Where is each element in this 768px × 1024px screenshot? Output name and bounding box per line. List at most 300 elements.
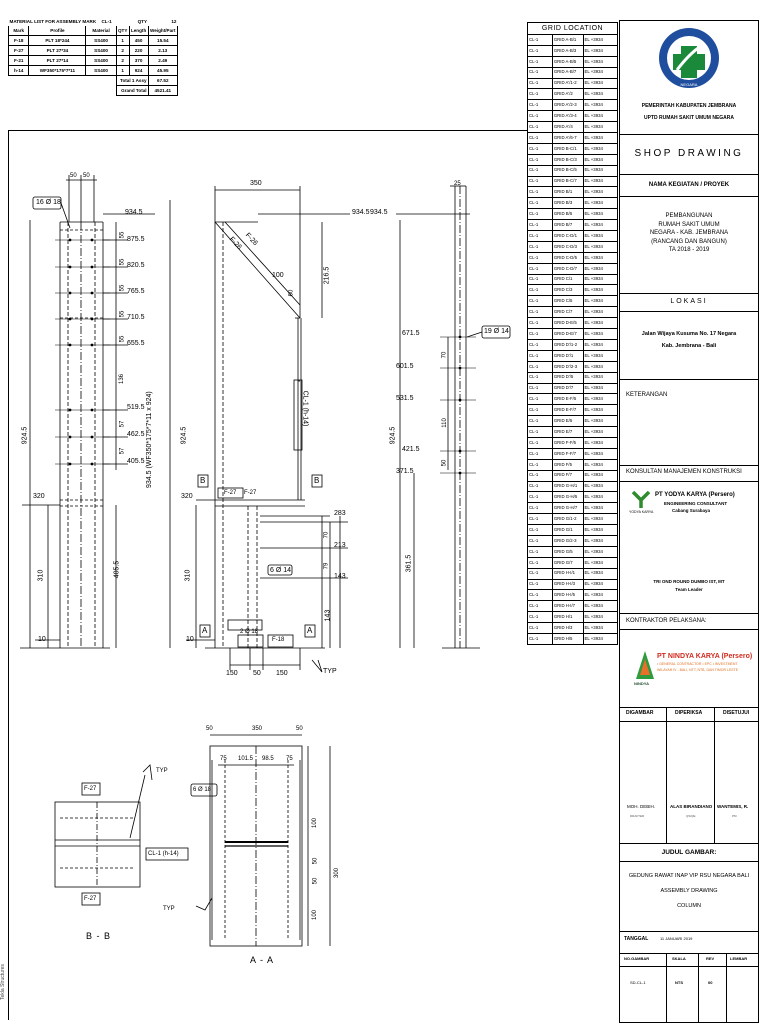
grid-location-cell: GRID A-B/3 [552, 45, 583, 56]
grid-location-row [528, 525, 618, 536]
label-f27-a: F-27 [224, 490, 237, 496]
grid-location-cell: EL +3934 [583, 568, 618, 579]
grid-location-row [528, 318, 618, 329]
grid-location-cell: CL-1 [528, 296, 553, 307]
section-mark-a-right: A [307, 626, 313, 635]
grid-location-cell: EL +3934 [583, 198, 618, 209]
grid-location-cell: EL +3934 [583, 329, 618, 340]
grid-location-cell: CL-1 [528, 198, 553, 209]
grid-location-cell: EL +3934 [583, 525, 618, 536]
grid-location-cell: CL-1 [528, 122, 553, 133]
grid-location-cell: EL +3934 [583, 427, 618, 438]
grid-location-cell: EL +3934 [583, 231, 618, 242]
section-mark-b-left: B [200, 476, 206, 485]
consultant-name: PT YODYA KARYA (Persero) [655, 492, 735, 498]
grid-location-cell: EL +3934 [583, 481, 618, 492]
dim-r70: 70 [441, 351, 448, 359]
dim-710: 710.5 [127, 314, 145, 321]
grid-location-row [528, 350, 618, 361]
dim-820: 820.5 [127, 262, 145, 269]
grid-location-row [528, 198, 618, 209]
grid-location-cell: CL-1 [528, 612, 553, 623]
dim-a100b: 100 [312, 909, 319, 921]
material-list-cell: F-27 [9, 46, 29, 56]
grid-location-cell: CL-1 [528, 154, 553, 165]
dim-4215: 421.5 [402, 446, 420, 453]
grid-location-cell: CL-1 [528, 339, 553, 350]
section-mark-a-left: A [202, 626, 208, 635]
grid-location-cell: CL-1 [528, 535, 553, 546]
location-lines [620, 328, 758, 352]
footer-header-sheet: LEMBAR [730, 956, 748, 961]
grid-location-cell: GRID D-E/7 [552, 329, 583, 340]
grid-location-cell: GRID H/1 [552, 612, 583, 623]
material-list-cell: SS400 [86, 56, 116, 66]
grid-location-row [528, 492, 618, 503]
dim-6015: 601.5 [396, 363, 414, 370]
sign-header-drawn: DIGAMBAR [626, 710, 654, 716]
dim-5315: 531.5 [396, 395, 414, 402]
grid-location-cell: CL-1 [528, 590, 553, 601]
grid-location-cell: CL-1 [528, 546, 553, 557]
contractor-name: PT NINDYA KARYA (Persero) [657, 653, 753, 660]
grid-location-cell: GRID B-C/5 [552, 165, 583, 176]
label-f27-bb-bottom: F-27 [84, 896, 97, 902]
material-list-total-value: 67.52 [148, 76, 177, 86]
grid-location-cell: CL-1 [528, 187, 553, 198]
grid-location-cell: GRID C/5 [552, 296, 583, 307]
grid-location-cell: GRID D'/1 [552, 350, 583, 361]
grid-location-cell: CL-1 [528, 165, 553, 176]
grid-location-cell: GRID D'/7 [552, 383, 583, 394]
grid-location-cell: GRID D-E/5 [552, 318, 583, 329]
grid-location-row [528, 437, 618, 448]
material-list-cell: 924 [129, 66, 148, 76]
grid-location-cell: EL +3934 [583, 623, 618, 634]
grid-location-row [528, 590, 618, 601]
grid-location-cell: CL-1 [528, 481, 553, 492]
sign-name-approved: WANTEMIS, R. [717, 804, 749, 809]
material-list-cell: 1 [116, 66, 129, 76]
grid-location-cell: CL-1 [528, 416, 553, 427]
grid-location-cell: GRID H/5 [552, 633, 583, 644]
footer-scale: NTS [675, 980, 683, 985]
dim-a300: 300 [334, 867, 341, 879]
grid-location-cell: EL +3934 [583, 296, 618, 307]
dim-283: 283 [334, 510, 346, 517]
grid-location-cell: CL-1 [528, 274, 553, 285]
footer-drawing-no: SD-CL-1 [630, 980, 646, 985]
grid-location-row [528, 601, 618, 612]
grid-location-row [528, 481, 618, 492]
grid-location-row [528, 209, 618, 220]
grid-location-cell: CL-1 [528, 89, 553, 100]
grid-location-cell: GRID C/7 [552, 307, 583, 318]
material-list-cell: SS400 [86, 46, 116, 56]
grid-location-cell: GRID B-C/1 [552, 143, 583, 154]
hospital-logo-icon [657, 26, 721, 90]
grid-location-row [528, 633, 618, 644]
label-cl1-bb: CL-1 (h-14) [148, 851, 179, 857]
grid-location-cell: EL +3934 [583, 274, 618, 285]
grid-location-cell: GRID F/7 [552, 470, 583, 481]
grid-location-row [528, 176, 618, 187]
grid-location-row [528, 296, 618, 307]
grid-location-cell: EL +3934 [583, 67, 618, 78]
grid-location-cell: GRID B/7 [552, 220, 583, 231]
logo-caption: NEGARA [680, 82, 698, 87]
grid-location-row [528, 231, 618, 242]
sign-role-checked: QS/QE [686, 814, 696, 818]
contractor-sub2: WILAYAH IV - BALI, NTT, NTB, DAN TIMOR LESTE [657, 668, 739, 672]
text-line: COLUMN [677, 903, 701, 909]
grid-location-cell: EL +3934 [583, 154, 618, 165]
material-list-cell: PLT 27*34 [29, 46, 86, 56]
material-list-cell: SS400 [86, 66, 116, 76]
text-line: PEMBANGUNAN [665, 213, 713, 219]
grid-location-cell: CL-1 [528, 394, 553, 405]
dim-2165: 216.5 [323, 266, 331, 285]
grid-location-cell: CL-1 [528, 318, 553, 329]
sign-header-approved: DISETUJUI [723, 710, 750, 716]
material-list-cell: F-21 [9, 56, 29, 66]
grid-location-cell: GRID E-F/7 [552, 405, 583, 416]
grid-location-cell: GRID C-D/3 [552, 241, 583, 252]
grid-location-cell: CL-1 [528, 35, 553, 46]
grid-location-row [528, 339, 618, 350]
grid-location-cell: GRID A'/6-7 [552, 133, 583, 144]
material-list-cell: 2.49 [148, 56, 177, 66]
grid-location-row [528, 427, 618, 438]
grid-location-row [528, 45, 618, 56]
material-list-cell: SS400 [86, 36, 116, 46]
grid-location-cell: CL-1 [528, 459, 553, 470]
section-mark-b-right: B [314, 476, 320, 485]
date-label: TANGGAL [624, 936, 649, 942]
grid-location-cell: CL-1 [528, 557, 553, 568]
grid-location-cell: GRID G/1 [552, 525, 583, 536]
grid-location-cell: CL-1 [528, 263, 553, 274]
label-f27-bb-top: F-27 [84, 786, 97, 792]
grid-location-cell: CL-1 [528, 252, 553, 263]
material-list-cell: 1 [116, 36, 129, 46]
dim-s55c: 55 [119, 284, 126, 292]
grid-location-cell: EL +3934 [583, 546, 618, 557]
grid-location-row [528, 274, 618, 285]
grid-location-cell: CL-1 [528, 492, 553, 503]
material-list-cell: 220 [129, 46, 148, 56]
material-list-header-cell: Material [86, 26, 116, 36]
grid-location-cell: CL-1 [528, 307, 553, 318]
sign-name-checked: ALAS BIRANDIANO [670, 804, 713, 809]
material-list-header-cell: Profile [29, 26, 86, 36]
grid-location-cell: EL +3934 [583, 209, 618, 220]
dim-875: 875.5 [127, 236, 145, 243]
grid-location-row [528, 416, 618, 427]
grid-location-body [528, 35, 618, 645]
grid-location-row [528, 383, 618, 394]
grid-location-cell: GRID A'/2-3 [552, 100, 583, 111]
material-list-header-cell: Mark [9, 26, 29, 36]
label-diagonal-profile: CL-1 (h-14) [301, 390, 309, 427]
grid-location-cell: EL +3934 [583, 35, 618, 46]
grid-location-cell: EL +3934 [583, 383, 618, 394]
dim-s55d: 55 [119, 310, 126, 318]
dim-el-9345-mid: 934.5 [352, 209, 370, 216]
material-list-cell: 2 [116, 56, 129, 66]
grid-location-cell: EL +3934 [583, 78, 618, 89]
grid-location-cell: CL-1 [528, 623, 553, 634]
dim-310-mid: 310 [184, 569, 192, 582]
grid-location-cell: EL +3934 [583, 100, 618, 111]
dim-10-mid: 10 [186, 636, 194, 643]
dim-150b: 150 [276, 670, 288, 677]
grid-location-cell: CL-1 [528, 437, 553, 448]
text-line: GEDUNG RAWAT INAP VIP RSU NEGARA BALI [628, 873, 750, 879]
material-list-qty-label: QTY [137, 19, 148, 24]
label-f26: F-26 [227, 235, 243, 252]
grid-location-cell: CL-1 [528, 133, 553, 144]
grid-location-cell: GRID B-C/3 [552, 154, 583, 165]
plate-bolts-label: 16 Ø 18 [36, 199, 61, 206]
grid-location-cell: GRID C-D/5 [552, 252, 583, 263]
grid-location-cell: CL-1 [528, 470, 553, 481]
dim-top50b: 50 [83, 173, 90, 179]
dim-r110: 110 [441, 418, 448, 428]
grid-location-cell: EL +3934 [583, 45, 618, 56]
label-f27-b: F-27 [244, 490, 257, 496]
owner-line2: UPTD RUMAH SAKIT UMUM NEGARA [644, 115, 734, 121]
dim-143: 143 [334, 573, 346, 580]
grid-location-cell: EL +3934 [583, 252, 618, 263]
dim-9245-mid: 924.5 [180, 426, 188, 445]
grid-location-row [528, 535, 618, 546]
grid-location-cell: EL +3934 [583, 372, 618, 383]
dim-143-vertical: 143 [324, 609, 332, 622]
grid-location-cell: GRID G/1-2 [552, 514, 583, 525]
label-bolts-6-18: 6 Ø 18 [193, 787, 212, 793]
grid-location-cell: EL +3934 [583, 111, 618, 122]
section-title-aa: A - A [250, 955, 275, 965]
contractor-sub1: • GENERAL CONTRACTOR • EPC • INVESTMENT [657, 662, 738, 666]
dim-a75b: 75 [286, 756, 293, 762]
grid-location-row [528, 263, 618, 274]
grid-location-cell: EL +3934 [583, 307, 618, 318]
material-list-cell: WF350*175*7*11 [29, 66, 86, 76]
grid-location-cell: GRID A-B/5 [552, 56, 583, 67]
grid-location-row [528, 35, 618, 46]
grid-location-row [528, 111, 618, 122]
footer-header-drawing-no: NO.GAMBAR [624, 956, 650, 961]
material-list-grand-total-value: 4521.41 [148, 86, 177, 96]
dim-top50a: 50 [70, 173, 77, 179]
grid-location-cell: EL +3934 [583, 133, 618, 144]
material-list-cell: PLT 27*14 [29, 56, 86, 66]
grid-location-row [528, 503, 618, 514]
dim-150a: 150 [226, 670, 238, 677]
material-list-cell: 15.54 [148, 36, 177, 46]
dim-r50: 50 [441, 459, 448, 467]
material-list-title: MATERIAL LIST FOR ASSEMBLY MARK [9, 19, 97, 24]
grid-location-cell: EL +3934 [583, 579, 618, 590]
grid-location-row [528, 143, 618, 154]
dim-a50: 50 [206, 726, 213, 732]
grid-location-row [528, 220, 618, 231]
grid-location-cell: CL-1 [528, 405, 553, 416]
grid-location-cell: CL-1 [528, 383, 553, 394]
dim-350: 350 [250, 180, 262, 187]
material-list-cell: 2 [116, 46, 129, 56]
material-list-cell: 2.13 [148, 46, 177, 56]
grid-location-cell: EL +3934 [583, 503, 618, 514]
grid-location-cell: EL +3934 [583, 285, 618, 296]
grid-location-cell: EL +3934 [583, 633, 618, 644]
activity-label: NAMA KEGIATAN / PROYEK [648, 182, 730, 188]
label-bolts-6-14: 6 Ø 14 [270, 567, 292, 574]
drawing-title-lines [620, 869, 758, 914]
grid-location-row [528, 546, 618, 557]
dim-79: 79 [323, 562, 330, 570]
grid-location-row [528, 372, 618, 383]
grid-location-cell: GRID A'/1-2 [552, 78, 583, 89]
grid-location-cell: EL +3934 [583, 350, 618, 361]
material-list-cell: 450 [129, 36, 148, 46]
dim-a50d: 50 [312, 877, 319, 885]
material-list-header-cell: QTY [116, 26, 129, 36]
dim-100: 100 [272, 272, 284, 279]
grid-location-cell: GRID A'/2 [552, 89, 583, 100]
grid-location-cell: CL-1 [528, 45, 553, 56]
grid-location-cell: GRID A'/3-4 [552, 111, 583, 122]
material-list-header-cell: Length [129, 26, 148, 36]
label-bolts-2-18: 2 Ø 18 [240, 629, 259, 635]
grid-location-header: GRID LOCATION [528, 23, 618, 35]
dim-el-9345: 934.5 [125, 209, 143, 216]
grid-location-row [528, 187, 618, 198]
grid-location-cell: GRID B/1 [552, 187, 583, 198]
grid-location-cell: EL +3934 [583, 405, 618, 416]
footer-header-scale: SKALA [672, 956, 686, 961]
grid-location-cell: EL +3934 [583, 165, 618, 176]
grid-location-row [528, 612, 618, 623]
grid-location-cell: EL +3934 [583, 557, 618, 568]
grid-location-cell: CL-1 [528, 579, 553, 590]
dim-25: 25 [454, 181, 461, 187]
dim-405: 405.5 [127, 458, 145, 465]
grid-location-cell: CL-1 [528, 241, 553, 252]
dim-el-9345-right: 934.5 [370, 209, 388, 216]
grid-location-cell: CL-1 [528, 361, 553, 372]
contractor-label: KONTRAKTOR PELAKSANA: [626, 618, 707, 624]
grid-location-cell: CL-1 [528, 525, 553, 536]
contractor-logo-text: NINDYA [634, 681, 649, 686]
grid-location-cell: CL-1 [528, 220, 553, 231]
grid-location-cell: EL +3934 [583, 448, 618, 459]
dim-4055: 405.5 [113, 560, 121, 579]
grid-location-cell: GRID B/3 [552, 198, 583, 209]
nindya-karya-logo-icon [634, 649, 656, 681]
dim-213: 213 [334, 542, 346, 549]
consultant-sub1: ENGINEERING CONSULTANT [664, 501, 728, 506]
grid-location-cell: GRID D'/5 [552, 372, 583, 383]
consultant-logo-text: YODYA KARYA [629, 510, 654, 514]
material-list-cell: F-18 [9, 36, 29, 46]
dim-6715: 671.5 [402, 330, 420, 337]
grid-location-cell: GRID A-B/1 [552, 35, 583, 46]
dim-a100: 100 [312, 817, 319, 829]
grid-location-row [528, 165, 618, 176]
grid-location-cell: EL +3934 [583, 143, 618, 154]
grid-location-row [528, 307, 618, 318]
grid-location-row [528, 459, 618, 470]
notes-label: KETERANGAN [626, 392, 668, 398]
grid-location-cell: CL-1 [528, 78, 553, 89]
grid-location-row [528, 100, 618, 111]
text-line: TA 2018 - 2019 [668, 247, 710, 253]
text-line: (RANCANG DAN BANGUN) [651, 238, 727, 245]
grid-location-cell: EL +3934 [583, 514, 618, 525]
grid-location-cell: GRID G-H/1 [552, 481, 583, 492]
grid-location-cell: GRID C-D/1 [552, 231, 583, 242]
grid-location-cell: GRID G/2-3 [552, 535, 583, 546]
dim-s136: 136 [119, 373, 126, 385]
grid-location-cell: CL-1 [528, 633, 553, 644]
grid-location-row [528, 557, 618, 568]
side-note: Tekla Structures [0, 964, 6, 1000]
grid-location-cell: GRID C/3 [552, 285, 583, 296]
dim-320-mid: 320 [181, 493, 193, 500]
grid-location-cell: CL-1 [528, 514, 553, 525]
grid-location-cell: GRID G-H/7 [552, 503, 583, 514]
consultant-label: KONSULTAN MANAJEMEN KONSTRUKSI [626, 469, 742, 475]
material-list-mark: CL-1 [101, 19, 112, 24]
dim-r9245: 924.5 [389, 426, 397, 445]
grid-location-cell: EL +3934 [583, 220, 618, 231]
grid-location-cell: CL-1 [528, 601, 553, 612]
grid-location-cell: EL +3934 [583, 339, 618, 350]
grid-location-row [528, 285, 618, 296]
dim-320: 320 [33, 493, 45, 500]
grid-location-cell: EL +3934 [583, 89, 618, 100]
grid-location-cell: EL +3934 [583, 416, 618, 427]
grid-location-cell: EL +3934 [583, 612, 618, 623]
dim-s55a: 55 [119, 231, 126, 239]
dim-a985: 98.5 [262, 756, 274, 762]
grid-location-cell: GRID F-F/5 [552, 437, 583, 448]
dim-765: 765.5 [127, 288, 145, 295]
grid-location-cell: EL +3934 [583, 590, 618, 601]
dim-r3615: 361.5 [405, 554, 413, 573]
dim-a50b: 50 [296, 726, 303, 732]
text-line: NEGARA - KAB. JEMBRANA [649, 230, 729, 236]
grid-location-cell: CL-1 [528, 372, 553, 383]
dim-s55b: 55 [119, 258, 126, 266]
grid-location-cell: GRID A'/4 [552, 122, 583, 133]
grid-location-row [528, 89, 618, 100]
sign-role-approved: PM [732, 814, 737, 818]
dim-9245-left: 924.5 [21, 426, 29, 445]
grid-location-cell: GRID C/1 [552, 274, 583, 285]
grid-location-cell: GRID H-I/3 [552, 579, 583, 590]
label-typ-mid: TYP [323, 668, 337, 675]
grid-location-cell: CL-1 [528, 329, 553, 340]
grid-location-cell: CL-1 [528, 56, 553, 67]
dim-s57a: 57 [119, 420, 126, 428]
grid-location-cell: GRID H-I/1 [552, 568, 583, 579]
grid-location-cell: GRID B/5 [552, 209, 583, 220]
grid-location-row [528, 122, 618, 133]
grid-location-cell: GRID F-F/7 [552, 448, 583, 459]
